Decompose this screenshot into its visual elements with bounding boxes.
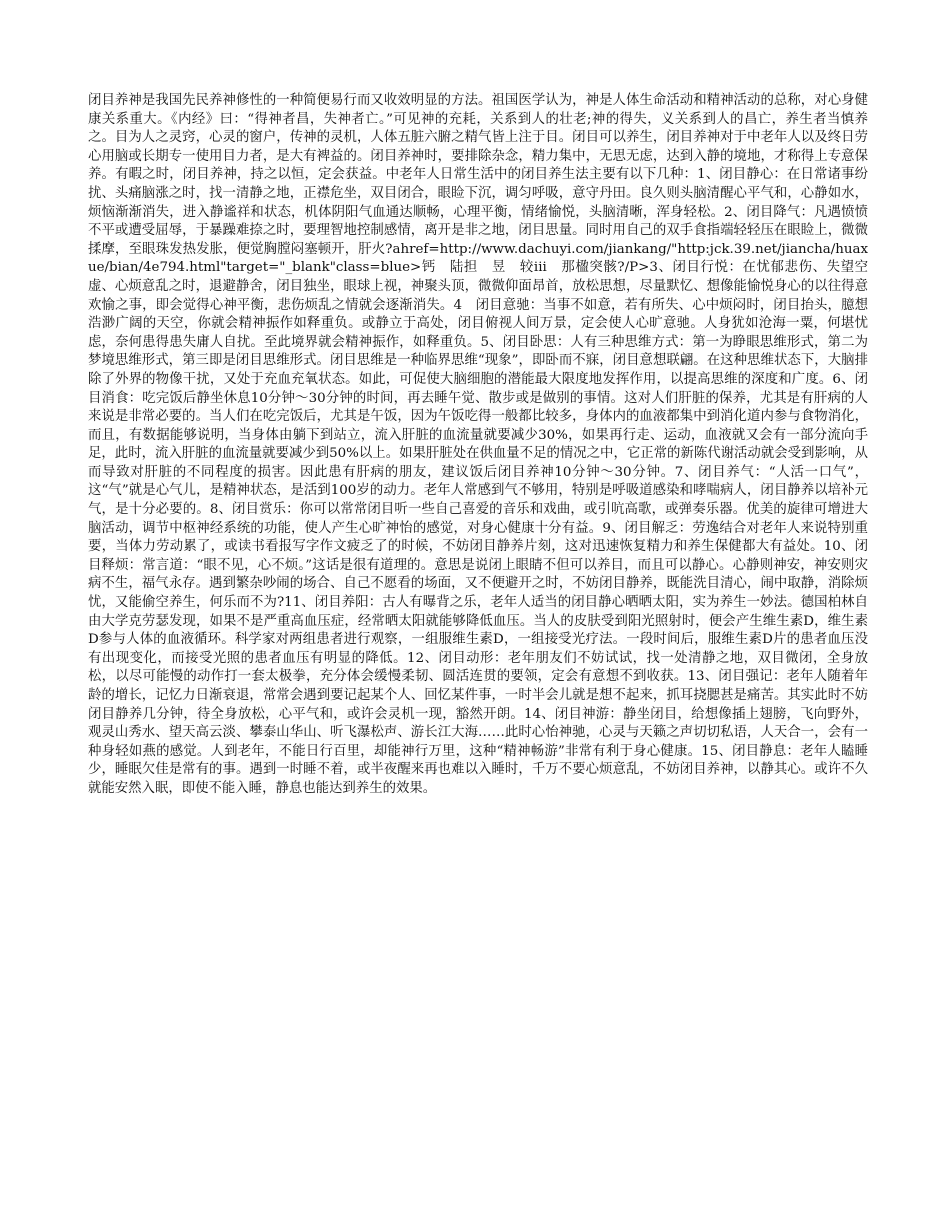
article-paragraph <box>88 92 868 799</box>
raw-html-link-text: ahref=http://www.dachuyi.com/jiankang/"http:jck.39.net/jiancha/huaxue/bian/4e794.html"target="_blank"class=blue> <box>88 241 868 276</box>
text-segment-methods: 钙 陆担 昱 较iii 那楹突骸?/P>3、闭目行悦：在忧郁悲伤、失望空虚、心烦意乱之时，退避静舍，闭目独坐，眼球上视，神聚头顶，微微仰面昂首，放松思想，尽量默忆、想像能愉悦身心的以往得意欢愉之事，即会觉得心神平衡，悲伤烦乱之情就会逐渐消失。4 闭目意驰：当事不如意，若有所失、心中烦闷时，闭目抬头，臆想浩渺广阔的天空，你就会精神振作如释重负。或静立于高处，闭目俯视人间万景，定会使人心旷意驰。人身犹如沧海一粟，何堪忧虑，奈何患得患失庸人自扰。至此境界就会精神振作，如释重负。5、闭目卧思：人有三种思维方式：第一为睁眼思维形式，第二为梦境思维形式，第三即是闭目思维形式。闭目思维是一种临界思维“现象”，即卧而不寐，闭目意想联翩。在这种思维状态下，大脑排除了外界的物像干扰，又处于充血充氧状态。如此，可促使大脑细胞的潜能最大限度地发挥作用，以提高思维的深度和广度。6、闭目消食：吃完饭后静坐休息10分钟～30分钟的时间，再去睡午觉、散步或是做别的事情。这对人们肝脏的保养，尤其是有肝病的人来说是非常必要的。当人们在吃完饭后，尤其是午饭，因为午饭吃得一般都比较多，身体内的血液都集中到消化道内参与食物消化，而且，有数据能够说明，当身体由躺下到站立，流入肝脏的血流量就要减少30%，如果再行走、运动，血液就又会有一部分流向手足，此时，流入肝脏的血流量就要减少到50%以上。如果肝脏处在供血量不足的情况之中，它正常的新陈代谢活动就会受到影响，从而导致对肝脏的不同程度的损害。因此患有肝病的朋友，建议饭后闭目养神10分钟～30分钟。7、闭目养气：“人活一口气”，这“气”就是心气儿，是精神状态，是活到100岁的动力。老年人常感到气不够用，特别是呼吸道感染和哮喘病人，闭目静养以培补元气，是十分必要的。8、闭目赏乐：你可以常常闭目听一些自己喜爱的音乐和戏曲，或引吭高歌，或弹奏乐器。优美的旋律可增进大脑活动，调节中枢神经系统的功能，使人产生心旷神怡的感觉，对身心健康十分有益。9、闭目解乏：劳逸结合对老年人来说特别重要，当体力劳动累了，或读书看报写字作文疲乏了的时候，不妨闭目静养片刻，这对迅速恢复精力和养生保健都大有益处。10、闭目释烦：常言道：“眼不见，心不烦。”这话是很有道理的。意思是说闭上眼睛不但可以养目，而且可以静心。心静则神安，神安则灾病不生，福气永存。遇到繁杂吵闹的场合、自己不愿看的场面，又不便避开之时，不妨闭目静养，既能洗目清心，闹中取静，消除烦忧，又能偷空养生，何乐而不为?11、闭目养阳：古人有曝背之乐，老年人适当的闭目静心晒晒太阳，实为养生一妙法。德国柏林自由大学克劳瑟发现，如果不是严重高血压症，经常晒太阳就能够降低血压。当人的皮肤受到阳光照射时，便会产生维生素D，维生素D参与人体的血液循环。科学家对两组患者进行观察，一组服维生素D，一组接受光疗法。一段时间后，服维生素D片的患者血压没有出现变化，而接受光照的患者血压有明显的降低。12、闭目动形：老年朋友们不妨试试，找一处清静之地，双目微闭，全身放松，以尽可能慢的动作打一套太极拳，充分体会缓慢柔韧、圆活连贯的要领，定会有意想不到收获。13、闭目强记：老年人随着年龄的增长，记忆力日渐衰退，常常会遇到要记起某个人、回忆某件事，一时半会儿就是想不起来，抓耳挠腮甚是痛苦。其实此时不妨闭目静养几分钟，待全身放松，心平气和，或许会灵机一现，豁然开朗。14、闭目神游：静坐闭目，给想像插上翅膀，飞向野外，观灵山秀水、望天高云淡、攀泰山华山、听飞瀑松声、游长江大海……此时心怡神驰，心灵与天籁之声切切私语，人天合一，会有一种身轻如燕的感觉。人到老年，不能日行百里，却能神行万里，这种“精神畅游”非常有利于身心健康。15、闭目静息：老年人瞌睡少，睡眠欠佳是常有的事。遇到一时睡不着，或半夜醒来再也难以入睡时，千万不要心烦意乱，不妨闭目养神，以静其心。或许不久就能安然入眠，即使不能入睡，静息也能达到养生的效果。 <box>88 260 868 796</box>
document-page <box>88 92 868 799</box>
text-segment-intro: 闭目养神是我国先民养神修性的一种简便易行而又收效明显的方法。祖国医学认为，神是人体生命活动和精神活动的总称，对心身健康关系重大。《内经》曰：“得神者昌，失神者亡。”可见神的充耗，关系到人的壮老;神的得失，义关系到人的昌亡，养生者当慎养之。目为人之灵窍，心灵的窗户，传神的灵机，人体五脏六腑之精气皆上注于目。闭目可以养生，闭目养神对于中老年人以及终日劳心用脑或长期专一使用目力者，是大有裨益的。闭目养神时，要排除杂念，精力集中，无思无虑，达到入静的境地，才称得上专意保养。有暇之时，闭目养神，持之以恒，定会获益。中老年人日常生活中的闭目养生法主要有以下几种：1、闭目静心：在日常诸事纷扰、头痛脑涨之时，找一清静之地，正襟危坐，双目闭合，眼睑下沉，调匀呼吸，意守丹田。良久则头脑清醒心平气和，心静如水，烦恼渐渐消失，进入静谧祥和状态，机体阴阳气血通达顺畅，心理平衡，情绪愉悦，头脑清晰，浑身轻松。2、闭目降气：凡遇愤愤不平或遭受屈辱，于暴躁难捺之时，要理智地控制感情，离开是非之地，闭目思量。同时用自己的双手食指端轻轻压在眼睑上，微微揉摩，至眼珠发热发胀，便觉胸膛闷塞顿开，肝火? <box>88 93 868 257</box>
